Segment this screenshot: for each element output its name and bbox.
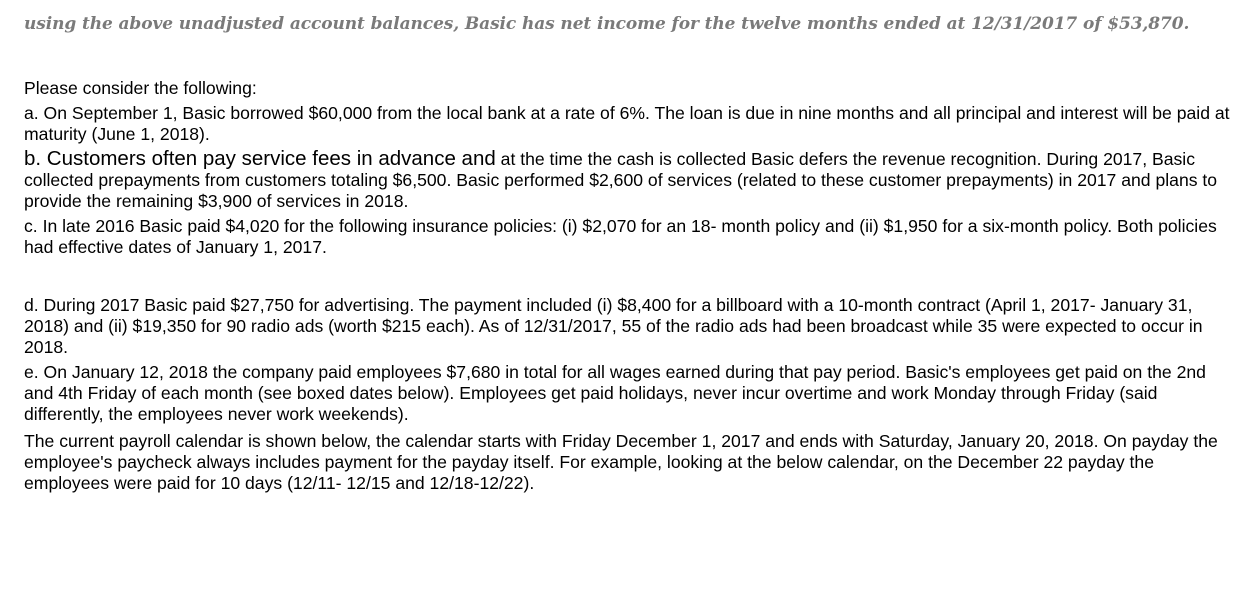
lead-text: Please consider the following: <box>24 78 257 98</box>
item-c: c. In late 2016 Basic paid $4,020 for the following insurance policies: (i) $2,070 for an 18- month policy and (ii) $1,950 for a six-month policy. Both policies had effective dates of January 1, 2017. <box>24 216 1217 257</box>
item-d: d. During 2017 Basic paid $27,750 for advertising. The payment included (i) $8,400 for a billboard with a 10-month contract (April 1, 2017- January 31, 2018) and (ii) $19,350 for 90 radio ads (worth $215 each). As of 12/31/2017, 55 of the radio ads had been broadcast while 35 were expected to occur in 2018. <box>24 295 1203 357</box>
item-b <box>24 148 1230 212</box>
intro-paragraph: using the above unadjusted account balances, Basic has net income for the twelve months ended at 12/31/2017 of $53,870. <box>24 14 1190 34</box>
item-e: e. On January 12, 2018 the company paid employees $7,680 in total for all wages earned during that pay period. Basic's employees get paid on the 2nd and 4th Friday of each month (see boxed dates below). Employees get paid holidays, never incur overtime and work Monday through Friday (said differently, the employees never work weekends). <box>24 362 1206 424</box>
item-b-lead: b. Customers often pay service fees in advance and <box>24 147 496 170</box>
document-page <box>24 14 1230 494</box>
item-a: a. On September 1, Basic borrowed $60,000 from the local bank at a rate of 6%. The loan is due in nine months and all principal and interest will be paid at maturity (June 1, 2018). <box>24 103 1230 144</box>
calendar-note: The current payroll calendar is shown below, the calendar starts with Friday December 1, 2017 and ends with Saturday, January 20, 2018. On payday the employee's paycheck always includes payment for the payday itself. For example, looking at the below calendar, on the December 22 payday the employees were paid for 10 days (12/11- 12/15 and 12/18-12/22). <box>24 431 1218 493</box>
item-b-rest: at the time the cash is collected Basic defers the revenue recognition. During 2017, Basic collected prepayments from customers totaling $6,500. Basic performed $2,600 of services (related to these customer prepayments) in 2017 and plans to provide the remaining $3,900 of services in 2018. <box>24 149 1218 211</box>
